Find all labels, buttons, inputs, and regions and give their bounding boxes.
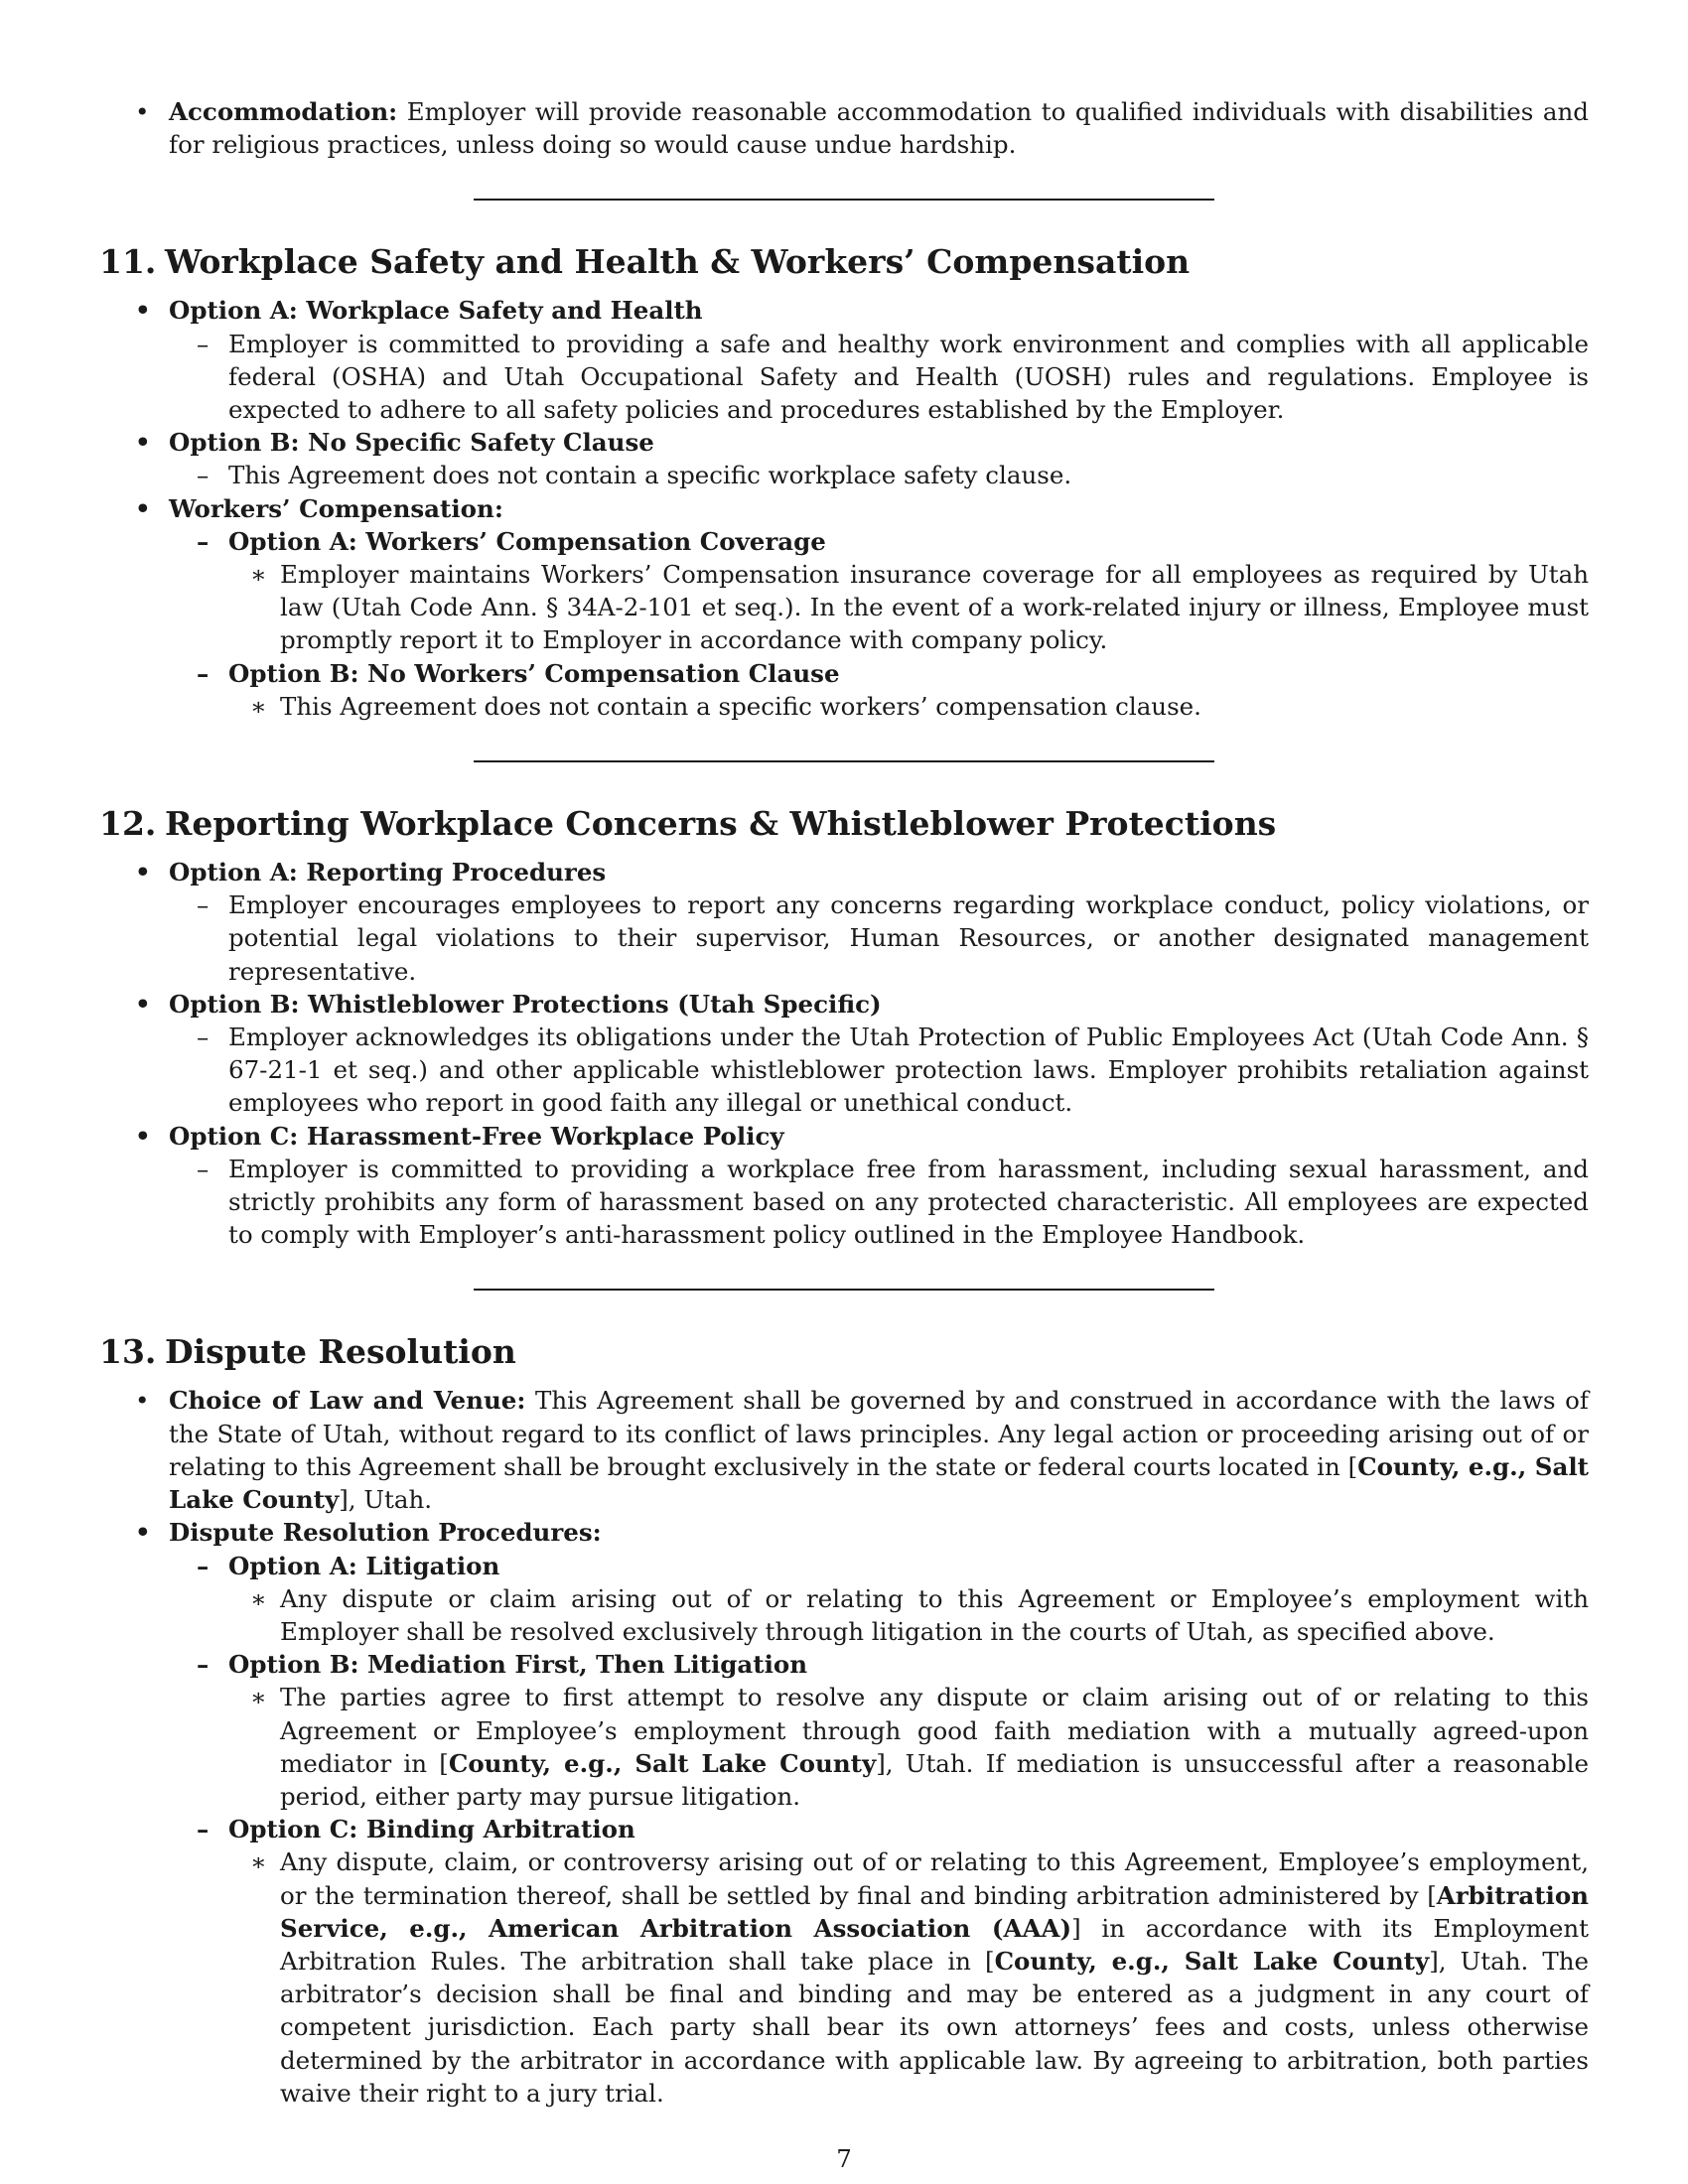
- s11-wc-option-a-text: [99, 558, 1589, 657]
- option-text: Employer is committed to providing a workplace free from harassment, including sexual harassment, and strictly prohibits any form of harassment based on any protected characteristic. All employees are expected to comply with Employer’s anti-harassment policy outlined in the Employee Handbook.: [228, 1154, 1589, 1250]
- dash-marker: –: [197, 329, 210, 358]
- bullet-marker: •: [135, 97, 150, 126]
- option-text: Employer encourages employees to report any concerns regarding workplace conduct, policy violations, or potential legal violations to their supervisor, Human Resources, or another designated management representative.: [228, 890, 1589, 986]
- clause-text: ], Utah.: [339, 1485, 433, 1515]
- accommodation-item: [99, 95, 1589, 161]
- dash-marker: –: [197, 1154, 210, 1183]
- bullet-marker: •: [135, 1386, 150, 1416]
- s13-option-c-label: [99, 1813, 1589, 1845]
- option-label: Option B: Mediation First, Then Litigation: [228, 1650, 808, 1680]
- placeholder-county: County, e.g., Salt Lake County: [169, 1451, 1589, 1515]
- option-text: Any dispute, claim, or controversy arising out of or relating to this Agreement, Employee’s employment, or the termination thereof, shall be settled by final and binding arbitration administered by [: [280, 1847, 1589, 1910]
- option-label: Option C: Binding Arbitration: [228, 1815, 635, 1844]
- section-number: 13.: [99, 1332, 157, 1372]
- option-label: Workers’ Compensation:: [169, 493, 503, 523]
- dash-marker: –: [197, 890, 210, 920]
- asterisk-marker: ∗: [250, 1683, 267, 1712]
- bullet-marker: •: [135, 1121, 151, 1151]
- option-label: Option A: Workers’ Compensation Coverage: [228, 526, 826, 556]
- bullet-marker: •: [135, 1518, 151, 1548]
- option-label: Choice of Law and Venue:: [169, 1386, 526, 1416]
- bullet-marker: •: [135, 493, 151, 523]
- dash-marker: –: [197, 1650, 210, 1680]
- asterisk-marker: ∗: [250, 1847, 267, 1877]
- clause-text: This Agreement shall be governed by and construed in accordance with the laws of the State of Utah, without regard to its conflict of laws principles. Any legal action or proceeding arising out of or relating to this Agreement shall be brought exclusively in the state or federal courts located in [: [169, 1386, 1589, 1481]
- s11-option-b-text: [99, 459, 1589, 491]
- s12-option-c-text: [99, 1153, 1589, 1252]
- s11-wc-option-a-label: [99, 525, 1589, 558]
- section-11-heading: [99, 242, 1589, 282]
- option-text: Any dispute or claim arising out of or relating to this Agreement or Employee’s employment with Employer shall be resolved exclusively through litigation in the courts of Utah, as specified above.: [280, 1583, 1589, 1646]
- option-text: Employer acknowledges its obligations under the Utah Protection of Public Employees Act (Utah Code Ann. § 67-21-1 et seq.) and other applicable whistleblower protection laws. Employer prohibits retaliation against employees who report in good faith any illegal or unethical conduct.: [228, 1023, 1589, 1118]
- dash-marker: –: [197, 526, 210, 556]
- placeholder-county: County, e.g., Salt Lake County: [994, 1946, 1430, 1976]
- section-number: 12.: [99, 804, 157, 844]
- s12-option-c-label: [99, 1120, 1589, 1153]
- section-divider: [474, 1289, 1214, 1291]
- dash-marker: –: [197, 658, 210, 688]
- s11-option-a-text: [99, 328, 1589, 427]
- option-text: ] in accordance with its Employment Arbitration Rules. The arbitration shall take place in [: [280, 1913, 1589, 1976]
- s12-option-a-text: [99, 888, 1589, 988]
- page-content: [99, 95, 1589, 2110]
- s13-option-b-text: [99, 1681, 1589, 1813]
- dash-marker: –: [197, 461, 210, 490]
- s13-choice-of-law-item: [99, 1384, 1589, 1516]
- dash-marker: –: [197, 1551, 210, 1580]
- section-divider: [474, 199, 1214, 201]
- option-text: ], Utah. The arbitrator’s decision shall be final and binding and may be entered as a judgment in any court of competent jurisdiction. Each party shall bear its own attorneys’ fees and costs, unless otherwise determined by the arbitrator in accordance with applicable law. By agreeing to arbitration, both parties waive their right to a jury trial.: [280, 1946, 1589, 2108]
- option-label: Dispute Resolution Procedures:: [169, 1518, 602, 1548]
- asterisk-marker: ∗: [250, 1583, 267, 1613]
- dash-marker: –: [197, 1815, 210, 1844]
- accommodation-text: Employer will provide reasonable accommodation to qualified individuals with disabilities and for religious practices, unless doing so would cause undue hardship.: [169, 97, 1589, 160]
- section-number: 11.: [99, 242, 157, 282]
- section-13-heading: [99, 1332, 1589, 1372]
- section-title: Dispute Resolution: [165, 1332, 516, 1372]
- asterisk-marker: ∗: [250, 560, 267, 590]
- placeholder-county: County, e.g., Salt Lake County: [448, 1748, 877, 1778]
- s11-option-b-label: [99, 426, 1589, 459]
- option-label: Option C: Harassment-Free Workplace Policy: [169, 1121, 784, 1151]
- option-text: ], Utah. If mediation is unsuccessful after a reasonable period, either party may pursue litigation.: [280, 1748, 1589, 1811]
- option-label: Option A: Reporting Procedures: [169, 858, 607, 887]
- s13-option-b-label: [99, 1648, 1589, 1681]
- option-label: Option A: Workplace Safety and Health: [169, 296, 703, 326]
- page-number: 7: [836, 2144, 852, 2173]
- bullet-marker: •: [135, 858, 151, 887]
- s12-option-b-text: [99, 1021, 1589, 1120]
- bullet-marker: •: [135, 989, 151, 1019]
- option-label: Option A: Litigation: [228, 1551, 500, 1580]
- asterisk-marker: ∗: [250, 691, 267, 721]
- s12-option-b-label: [99, 988, 1589, 1021]
- option-text: Employer is committed to providing a safe and healthy work environment and complies with all applicable federal (OSHA) and Utah Occupational Safety and Health (UOSH) rules and regulations. Employee is expected to adhere to all safety policies and procedures established by the Employer.: [228, 329, 1589, 425]
- s11-wc-option-b-text: [99, 690, 1589, 723]
- option-text: The parties agree to first attempt to resolve any dispute or claim arising out of or relating to this Agreement or Employee’s employment through good faith mediation with a mutually agreed-upon mediator in [: [280, 1683, 1589, 1778]
- bullet-marker: •: [135, 428, 151, 458]
- option-text: Employer maintains Workers’ Compensation insurance coverage for all employees as required by Utah law (Utah Code Ann. § 34A-2-101 et seq.). In the event of a work-related injury or illness, Employee must promptly report it to Employer in accordance with company policy.: [280, 560, 1589, 655]
- s13-option-a-label: [99, 1550, 1589, 1582]
- option-label: Option B: Whistleblower Protections (Utah Specific): [169, 989, 882, 1019]
- s11-wc-option-b-label: [99, 657, 1589, 690]
- option-label: Option B: No Specific Safety Clause: [169, 428, 654, 458]
- accommodation-label: Accommodation:: [169, 97, 398, 126]
- bullet-marker: •: [135, 296, 151, 326]
- s13-option-c-text: [99, 1845, 1589, 2110]
- option-text: This Agreement does not contain a specific workers’ compensation clause.: [280, 691, 1201, 721]
- section-title: Reporting Workplace Concerns & Whistleblower Protections: [165, 804, 1277, 844]
- s13-option-a-text: [99, 1582, 1589, 1648]
- section-divider: [474, 760, 1214, 762]
- s12-option-a-label: [99, 856, 1589, 888]
- option-text: This Agreement does not contain a specific workplace safety clause.: [228, 461, 1072, 490]
- section-12-heading: [99, 804, 1589, 844]
- s11-workers-comp-label: [99, 492, 1589, 525]
- s11-option-a-label: [99, 294, 1589, 327]
- s13-dispute-procedures-label: [99, 1516, 1589, 1549]
- section-title: Workplace Safety and Health & Workers’ Compensation: [165, 242, 1191, 282]
- placeholder-arbitration-service: Arbitration Service, e.g., American Arbitration Association (AAA): [280, 1880, 1589, 1943]
- dash-marker: –: [197, 1023, 210, 1052]
- option-label: Option B: No Workers’ Compensation Clause: [228, 658, 840, 688]
